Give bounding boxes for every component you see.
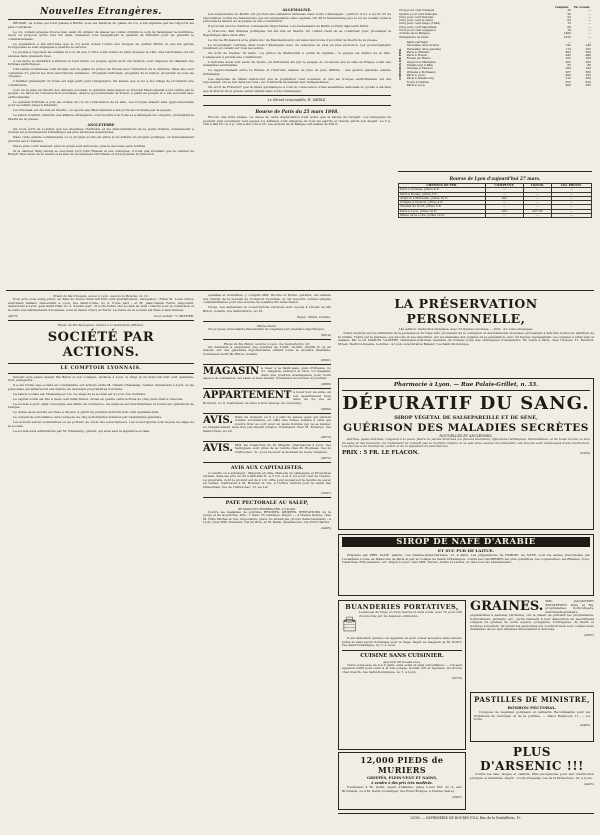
- section-header-germany: ALLEMAGNE.: [282, 7, 312, 12]
- ad-number: (4387): [584, 633, 594, 637]
- ad-number: (4579): [452, 675, 462, 680]
- study-title: Même étude.: [257, 323, 277, 328]
- table-cell: —: [524, 192, 551, 196]
- table-cell: Rouen au Havre: [406, 56, 431, 61]
- table-cell: Mines de la Loire, prime 10 fr.: [399, 214, 486, 218]
- ad-headline: GUÉRISON DES MALADIES SECRÈTES: [343, 422, 589, 434]
- table-cell: —: [485, 192, 524, 196]
- ad-number: (4597): [452, 794, 462, 799]
- divider: [8, 320, 194, 321]
- ad-text: On propose d'excellents Placements de Capitaux par première hypothèque.: [208, 326, 325, 331]
- ad-subheadline: à vendre à des prix très modérés.: [371, 781, 433, 785]
- table-cell: 145: [565, 43, 571, 48]
- table-cell: Orléans à Vierzon: [406, 66, 433, 71]
- article-paragraph: On écrit de Vienne, 16 mars : Le prince de Metternich a quitté la capitale ; le peuple est maître de la ville. L'empereur a promis une constitution.: [203, 51, 391, 59]
- table-cell: —: [551, 196, 591, 200]
- ad-headline: SIROP DE NAFÉ D'ARABIE: [342, 537, 590, 547]
- table-cell: 110: [565, 46, 571, 51]
- rentes-table: [398, 6, 592, 39]
- article-paragraph: Il prouvait encore d'autres concessions importantes. Les événements de Berlin portent déjà leurs fruits.: [208, 24, 370, 28]
- ad-subheadline: DE MAUDUIT, PHARMACIEN A CALAIS.: [237, 506, 297, 511]
- article-paragraph: Le rapprochement entre la Prusse et l'Autriche semble de plus en plus difficile ; une guerre générale semble imminente.: [203, 68, 391, 76]
- chemins-table: [406, 41, 592, 87]
- avis-ad: [203, 416, 331, 439]
- ad-headline: DÉPURATIF DU SANG.: [342, 393, 590, 414]
- table-cell: —: [551, 188, 591, 192]
- ad-text: Lessivage du linge en trois heures et sans soins, avec 75 pour 100 d'économie sur les lessives ordinaires.: [359, 610, 462, 618]
- chemins-de-fer-label: CHEMINS DE FER.: [398, 48, 402, 81]
- notice-signature: Signé : Bidon, notaire.: [296, 314, 331, 319]
- pastilles-ad: [470, 692, 594, 742]
- ad-text: Contre les rats, taupes et cafards, Pâte phosphorée pour leur destruction prompte et infaillible. Dépôt : Cours Chapelle, rue de la Préfecture, 16, à Lyon.: [470, 772, 594, 780]
- article-paragraph: Les événements de Berlin ont produit une sensation immense dans toute l'Allemagne ; partout il n'y a qu'un cri de réprobation contre les manœuvres qui ont ensanglanté cette capitale. On dit le Steinzeitung que le roi ne voulait céder à personne la liberté de la presse et une constitution.: [203, 12, 391, 23]
- table-cell: Avignon à Marseille, prime 10 fr.: [399, 196, 486, 200]
- table-cell: —: [588, 28, 591, 33]
- table-cell: 70: [567, 21, 571, 26]
- article-paragraph: Le peuple a repoussé les soldats et l'on dit que l'ordre a été donné de faire évacuer la ville. Des barricades ont été élevées dans plusieurs rues.: [8, 50, 194, 58]
- article-paragraph: Pas le plus court moment, plus de gréés sont annoncés, plus le secousse sera terrible.: [13, 143, 147, 148]
- table-cell: Versailles (rive gauche): [406, 46, 442, 51]
- notice-paragraph: La durée de la société est fixée à dix ans, à partir du premier avril mil huit cent quarante-huit.: [13, 410, 160, 414]
- imprint-text: LYON. — IMPRIMERIE DE BOURSY FILS, Rue de la Poulaillerie, 19.: [410, 816, 522, 820]
- column-header: LIQ. PROCH.: [551, 184, 591, 188]
- table-row: [399, 214, 592, 218]
- table-cell: —: [588, 8, 591, 13]
- notice-paragraph: qualifiés et domiciliés, y compris MM. Droche et Robin, gérants, ont adhéré aux statuts de la Société du Comptoir Lyonnais, et ont souscrit comme simples commanditaires pour une somme de soixante-dix mille francs.: [203, 294, 331, 304]
- germany-news-column: [203, 6, 391, 289]
- table-cell: 140: [585, 43, 591, 48]
- ad-number: (2320): [580, 451, 590, 455]
- article-paragraph: Les Polonais ont été mis en liberté ; on ajoute que Mieroslawski a été porté en triomphe par le peuple.: [13, 108, 172, 112]
- table-cell: 300: [565, 82, 571, 87]
- table-cell: Cinq pour cent et demi: [399, 18, 433, 23]
- arsenic-ad: [470, 745, 594, 807]
- ad-text: Composé de végétaux gommeux et calmants. Recommandé pour les irritations de l'estomac et de la poitrine. — Place Bellecour, 11. — La boîte.: [474, 710, 590, 721]
- table-cell: —: [568, 39, 571, 44]
- table-cell: 300: [565, 72, 571, 77]
- table-cell: 85: [567, 63, 571, 68]
- table-cell: 1025: [563, 34, 571, 39]
- ad-text: A vendre ou à échanger : Maisons en ville, Maisons de campagne et Propriétés rurales, dans les prix de 30 à 900,000 fr., à 3 1/2, 4 et 4 1/2 pour cent de revenu. La propriété, dont le produit est de 4 1/2, offre pour acquéreur la faculté de payer en rentes. S'adresser à M. Bonnier et Cie, à l'Office central pour la vente des Immeubles, rue de l'Arbre-Sec, 15, au 1er.: [203, 470, 331, 489]
- divider: [203, 462, 331, 463]
- table-cell: Paris à Orléans: [406, 49, 430, 54]
- table-cell: 80: [587, 63, 591, 68]
- ad-number: (4425): [584, 781, 594, 786]
- table-cell: 190: [585, 66, 591, 71]
- comptoir-title: LE COMPTOIR LYONNAIS.: [60, 365, 142, 371]
- table-cell: 600: [565, 49, 571, 54]
- ad-text: Préparés par PREL ISAIE, pharm., rue Grande-Saint-Germain, 12, à Paris. Les préparations de FAMINE, de NAFÉ, sont les seules préconisées par l'Académie royale de Médecine de Paris et par le Collège de Santé britannique, contre les CATARRHES les plus opiniâtres, les coqueluches, les Rhumes, Toux, Catarrhes, Enrouements, etc. Dépôt à Lyon, chez MM. Vernet, André et Lardet, et chez tous les pharmaciens.: [342, 553, 590, 564]
- divider: [203, 95, 391, 96]
- table-cell: —: [588, 18, 591, 23]
- table-cell: 250: [585, 79, 591, 84]
- table-cell: —: [588, 14, 591, 19]
- ad-subheadline: 14e édition, traduction française, avec 23 figures coloriées. — Prix : 3 f. sous enveloppe.: [398, 327, 534, 331]
- table-cell: 310: [565, 76, 571, 81]
- table-cell: —: [524, 188, 551, 192]
- divider: [203, 497, 331, 498]
- table-cell: 257.50: [524, 209, 551, 213]
- table-cell: 200: [585, 59, 591, 64]
- ad-text: Traité médical sur les infirmités de la jeunesse et de l'âge mûr, provenant de la contagion et des habitudes vicieuses qui tendent à détruire toutes les attributs de la virilité. Traité sur le mariage, ses devoirs et ses désordres, sur les maladies des organes de la génération, avec 23 figures représentant ces organes à l'état sain et malade. Par le Dr SAMUEL LA'MERT, chirurgien-praticien, membre du Collège royal des chirurgiens d'Angleterre. En vente à Paris, chez l'auteur, 37, Bedford-Street, Bedford-Square, Londres ; à Lyon, à la librairie Babeuf, rue Saint-Dominique.: [338, 331, 594, 346]
- table-cell: Actions de la Banque: [399, 31, 430, 36]
- ad-number: (4672): [321, 455, 331, 460]
- divider: [203, 105, 391, 107]
- ad-headline: Pharmacie à Lyon. — Rue Palais-Grillet, n. 33.: [393, 382, 539, 388]
- article-paragraph: Le baron d'Arnim, ministre des affaires étrangères, s'est montré à la foule et a harangué les citoyens, promettant la liberté de la presse.: [8, 113, 194, 121]
- section-header-england: ANGLETERRE: [87, 122, 115, 127]
- table-cell: Chemin du Nord, prime 5 fr.: [399, 205, 486, 209]
- ad-headline: 12,000 PIEDS de MURIERS: [360, 755, 444, 775]
- article-paragraph: Le duc de Brunswick et le grand-duc de Mecklembourg ont aussi été forcés d'accorder la liberté de la presse.: [208, 37, 378, 42]
- divider: [342, 390, 590, 391]
- bourse-lyon-table: [398, 183, 592, 218]
- table-cell: 50: [567, 11, 571, 16]
- foreign-news-column: [8, 6, 194, 289]
- ad-subheadline: GREFFÉS, PLEIN-VENT ET NAINS,: [367, 776, 437, 780]
- table-cell: —: [588, 24, 591, 29]
- table-cell: 105: [585, 46, 591, 51]
- divider: [398, 171, 592, 173]
- table-cell: 255: [485, 209, 524, 213]
- classified-ads-column: [203, 294, 331, 829]
- ad-number: (4483): [580, 723, 590, 727]
- table-cell: Quatre pour cent français: [399, 11, 437, 16]
- divider: [8, 373, 194, 374]
- ad-number: (6614): [321, 332, 331, 337]
- table-cell: —: [524, 201, 551, 205]
- table-cell: 380: [585, 69, 591, 74]
- table-cell: Trois pour cent espagnol: [399, 28, 436, 33]
- divider: [203, 388, 331, 389]
- table-cell: —: [485, 214, 524, 218]
- notice-paragraph: Notes. Les demandes de souscriptions d'actions sont reçues à l'étude de Me Bidon, notaire, rue Saint-Pierre, no 23.: [203, 305, 331, 313]
- table-cell: Trois pour cent français: [399, 8, 435, 13]
- table-cell: —: [551, 201, 591, 205]
- article-paragraph: Lors de la mise en liberté des détenus polonais, le ministre dans lequel se trouvait Mieroslawski a été traîné par le peuple. Le héros de l'insurrection polonaise, dans le gouvernement de Posen, a parlé au peuple et a été accueilli avec enthousiasme.: [8, 87, 194, 99]
- table-cell: 590: [585, 49, 591, 54]
- muriers-ad: [338, 752, 466, 810]
- table-cell: —: [485, 188, 524, 192]
- ad-subheadline: NOUVELLES ET ANCIENNES,: [439, 434, 493, 438]
- article-paragraph: Le roi, s'étant presque trouvé mal, avait dû obliger de laisser au comte d'Arnim le soin de haranguer la multitude. Alors on proposa qu'un vote fut émis. Quelques voix désignèrent le général de Prittwitz pour en prendre le commandement.: [8, 29, 194, 41]
- ad-headline: PLUS D'ARSENIC !!!: [480, 745, 584, 773]
- bourse-paris-text: Encore une forte baisse. La cause de cette dépréciation n'est autre que la rareté de l'argent. Les banquiers ne peuvent plus escompter leur papier. La défiance s'est emparée de tous les esprits et chacun garde son argent. Le 5 p. 100 a fait 55 ; le 3 p. 100 a été coté à 35. Les actions de la Banque ont baissé de 500 fr.: [203, 115, 391, 126]
- table-cell: —: [485, 205, 524, 209]
- table-cell: Orléans à Vierzon, prime 4 fr.: [399, 201, 486, 205]
- ad-headline: CUISINE SANS CUISINIER.: [360, 652, 444, 659]
- ad-text: S'adresser à M. Gerin, agent d'affaires, place Louis XVI, no 9, aux Brotteaux, ou à M. Gerin, boulanger, rue Pont-l'Évêque, à Vienne (Isère).: [342, 785, 462, 793]
- table-cell: 440: [585, 53, 591, 58]
- table-cell: —: [551, 209, 591, 213]
- article-paragraph: PRUSSE. La scène qui s'est passée à Berlin, sous les fenêtres du palais du roi, a été signalée par les rapports les plus contraires.: [8, 21, 194, 29]
- table-cell: Paris à Lyon: [406, 72, 425, 77]
- article-paragraph: Si le cabinet whig devait se succéder, lord John Russell et ses collègues, il n'est pas étonnant que le cabinet de Robert Peel tente de se mettre à la tête du mouvement réformiste et d'en prendre la direction.: [8, 148, 194, 156]
- divider: [203, 339, 331, 340]
- table-cell: —: [588, 39, 591, 44]
- legal-notices-column: [8, 294, 194, 829]
- magasin-ad: [203, 367, 331, 387]
- divider: [203, 321, 331, 322]
- table-cell: Saint-Germain: [406, 39, 428, 44]
- ad-text: Il est démontré qu'avec cet appareil on peut couler la lessive sans aucune peine et sans aucun dommage pour le linge. Dépôt au magasin de M. GOUY, rue Saint-Dominique, no 7, à Lyon.: [342, 636, 462, 647]
- ad-subheadline: SIROP VÉGÉTAL DE SALSEPAREILLE ET DE SÉNÉ,: [394, 415, 538, 421]
- notice-paragraph: Le conseil de surveillance sera composé de cinq actionnaires nommés par l'assemblée générale.: [13, 415, 163, 419]
- table-cell: 295: [585, 82, 591, 87]
- ad-headline: PATE PECTORALE AU SALEP,: [225, 499, 309, 506]
- table-cell: 18: [567, 28, 571, 33]
- preservation-ad: [338, 296, 594, 376]
- table-cell: 55: [567, 14, 571, 19]
- notice-text: D'un acte sous seing privé, en date du douze mars mil huit cent quarante-huit, enregistré : Entre M. Louis Grevy, marchand tailleur, demeurant à Lyon, rue Saint-Côme, no 4, d'une part ; et M. Jean-Claude Ferra, négociant, demeurant à Lyon, quai Saint-Clair, no 2, d'autre part ; Il a été formé une société en nom collectif pour la confection et la vente des habillements d'hommes, sous la raison Grevy et Ferra. La durée de la société est fixée à neuf années.: [8, 297, 194, 312]
- table-cell: 205: [485, 196, 524, 200]
- notice-number: (4673): [8, 313, 18, 318]
- column-header: LIQUID.: [524, 184, 551, 188]
- table-cell: 295: [585, 72, 591, 77]
- table-cell: 445: [565, 53, 571, 58]
- table-cell: 185: [565, 56, 571, 61]
- divider: [8, 19, 194, 20]
- ad-headline: BUANDERIES PORTATIVES,: [345, 603, 459, 611]
- table-cell: 1400: [563, 31, 571, 36]
- table-cell: 205: [565, 59, 571, 64]
- notice-paragraph: La raison sociale est Chassaing et Cie. Le siège de la société est à Lyon, rue Centrale.: [13, 391, 147, 396]
- horizontal-section-rule: [6, 290, 594, 291]
- bourse-paris-title: Bourse de Paris du 25 mars 1848.: [255, 110, 339, 115]
- table-cell: 65: [567, 18, 571, 23]
- table-cell: Orléans à Bordeaux: [406, 69, 436, 74]
- ad-headline: AVIS.: [203, 442, 233, 454]
- ad-text: Contre les maladies de poitrine, RHUMES, GRIPPES, IRRITATIONS de la gorge et de la poitrine. Prix : 1 franc 25 centimes. Dépôt. — A Vienne (Isère), chez M. Félix Michel et Cie, négociants, place du Grand-Jeu (Cours Saint-Germain) ; à Lyon, chez MM. Dubreuil, rue du Bois, et M. Bazin, pharmacien, rue Port-Charlet.: [203, 509, 331, 524]
- ad-text: On demande à emprunter des sommes de 5,000, 10,000, 20,000 fr. et au dessus, sur des garanties hypothécaires offrant toute la sécurité désirable. S'adresser audit Me Bidon, notaire.: [203, 344, 331, 356]
- ad-number: (4686): [321, 382, 331, 386]
- table-cell: Paris à Rouen, prime 5 fr.: [399, 192, 486, 196]
- article-paragraph: Le général Prittwitz a pris les ordres du roi de l'évacuation de la ville. Les troupes étaient bien approvisionnées pour se retirer jusqu'à Potsdam.: [8, 99, 194, 107]
- column-header: Comptant.: [554, 6, 570, 9]
- ad-number: (4684): [321, 406, 331, 411]
- table-cell: —: [588, 34, 591, 39]
- ad-headline: AVIS.: [203, 414, 233, 426]
- divider: [203, 413, 331, 414]
- notice-paragraph: La société sera administrée par M. Chassaing, gérant, qui aura seul la signature sociale.: [13, 428, 151, 433]
- table-cell: Paris à Lyon: [406, 82, 425, 87]
- avis-ad: [203, 444, 331, 460]
- ad-number: (2097): [321, 490, 331, 495]
- section-header-foreign-news: Nouvelles Étrangères.: [40, 7, 162, 17]
- ad-text: Dartres, gales rentrées, rougeurs à la peau, fleurs ou pertes blanches (ou flueurs blanches), affections rachitiques, rhumatismes, et de toute âcreté ou vice du sang et des humeurs. Ce traitement ne connaît pas le moindre régime et se suit sans aucune incommodité. Les flacons sont enveloppés d'une instruction. Les flacons sont revêtus du cachet et de la signature du pharmacien.: [342, 437, 590, 448]
- table-cell: 200: [565, 66, 571, 71]
- article-prussia: [8, 22, 194, 121]
- table-cell: 255: [565, 79, 571, 84]
- ad-headline: MAGASIN: [203, 365, 260, 377]
- table-cell: 180: [585, 56, 591, 61]
- ad-headline: AVIS AUX CAPITALISTES.: [230, 464, 304, 471]
- table-cell: Versailles (rive droite): [406, 43, 440, 48]
- table-cell: —: [551, 205, 591, 209]
- divider: [342, 650, 462, 651]
- table-cell: —: [524, 196, 551, 200]
- ad-subheadline: Appareil dit Cousin-Lieu.: [382, 659, 421, 664]
- buanderies-ad: [338, 600, 466, 750]
- price: PRIX : 5 FR. LE FLACON.: [342, 450, 420, 456]
- table-cell: —: [588, 21, 591, 26]
- washing-tub-illustration: [342, 611, 357, 637]
- ad-text: à louer tout de suite, un bel appartement bien aéré, au 2e, rue de Bourbon, no 6. S'adresser, de deux à trois heures, au concierge.: [203, 390, 331, 405]
- rentes-table-block: [398, 6, 592, 166]
- ad-headline: APPARTEMENT: [203, 390, 292, 401]
- table-cell: Paris à Strasbourg: [406, 76, 434, 81]
- article-paragraph: Le mouvement continue dans toute l'Allemagne avec un caractère de plus en plus prononcé. Les gouvernements tremblent et cèdent sur tous les points.: [203, 42, 391, 50]
- article-paragraph: On écrit de Francfort que la Diète germanique a voté la convocation d'une assemblée nationale et qu'elle a déclaré que la liberté de la presse serait établie dans toute l'Allemagne.: [203, 85, 391, 93]
- article-paragraph: A Cracovie, 400 détenus politiques ont été mis en liberté. Un comité vient de se constituer pour proclamer la République dans cette ville.: [203, 29, 391, 37]
- bourse-lyon-title: Bourse de Lyon d'aujourd'hui 27 mars.: [449, 176, 541, 181]
- divider: [203, 364, 331, 365]
- table-cell: 66: [567, 24, 571, 29]
- notice-paragraph: La société a pour objet l'escompte des effets de commerce, les avances sur marchandises et toutes les opérations de banque.: [8, 401, 194, 409]
- article-paragraph: Dans cette grande communauté où le progrès social est entré si en arrière du progrès politique, on heureusement profond est à craindre.: [8, 135, 194, 143]
- ad-subheadline: ET SUC PUR DE LAITUE.: [437, 548, 495, 553]
- column-header: CHEMINS DE FER.: [399, 184, 486, 188]
- table-cell: 387: [565, 69, 571, 74]
- table-cell: —: [524, 214, 551, 218]
- table-cell: —: [524, 205, 551, 209]
- article-paragraph: Une bande nombreuse s'est dirigée vers le palais du prince de Prusse avec l'intention de le détruire. Mais elle s'est contentée d'y placer les trois inscriptions suivantes : Propriété nationale, propriété de la nation, propriété de tous les citoyens.: [8, 67, 194, 78]
- table-row: [398, 36, 592, 39]
- column-header: Fin courant.: [573, 6, 591, 9]
- table-cell: Cinq pour cent napolitain: [399, 24, 437, 29]
- divider: [203, 441, 331, 442]
- societe-title: SOCIÉTÉ PAR ACTIONS.: [47, 329, 155, 360]
- article-paragraph: L'héritier présomptif du trône est déjà parti pour l'Angleterre. On assure que le roi a été obligé de promettre une constitution.: [8, 79, 194, 87]
- ad-text: à louer à la Saint-Jean, quai d'Orléans, no 31, magasin, entresol et cave. Ce magasin, dans une position avantageuse pour toute espèce de commerce, est vaste et bien éclairé. S'adresser au bureau du journal.: [203, 365, 331, 380]
- ad-text: Dans un moment où il y a tant de jeunes gens qui partent comme volontaires, on offre une bonne somme à celui qui voudra tirer au sort pour un jeune homme qui va se marier. Le remplacement aura lieu par-devant notaire. S'adresser chez M. Roberye, rue Saint-Côme, no 20.: [203, 414, 331, 433]
- depuratif-ad: [338, 378, 594, 530]
- ad-text: MM. les créanciers de M. Magnin, pharmacien à Lyon, rue Saint-Jean, sont priés de se rendre chez M. Roulleau, rue de l'Arbre-Sec, 31, pour recevoir le montant de leurs créances.: [234, 442, 331, 454]
- table-cell: —: [551, 214, 591, 218]
- study-title: Étude de Me Bidon, notaire à Lyon, rue Saint-Pierre, 23.: [223, 341, 311, 346]
- ad-headline: PASTILLES DE MINISTRE,: [474, 695, 590, 704]
- graines-ad: [470, 600, 594, 690]
- article-paragraph: La population a été informée que le roi avait donné l'ordre aux troupes de quitter Berlin et que les gardes bourgeoises se sont engagées à prendre le service.: [8, 41, 194, 49]
- notice-paragraph: Suivant acte passé devant Me Bidon et son collègue, notaires à Lyon, le vingt et un mars mil huit cent quarante-huit, enregistré ;: [8, 374, 194, 382]
- table-cell: Avignon à Marseille: [406, 59, 436, 64]
- ad-headline: LA PRÉSERVATION PERSONNELLE,: [394, 296, 538, 326]
- table-cell: Strasbourg à Bâle: [406, 63, 434, 68]
- table-cell: Cinq pour cent belge (1842): [399, 21, 441, 26]
- article-paragraph: On nous écrit de Londres que les meetings chartistes et les démonstrations de la Jeune Irlande commencent à donner au gouvernement britannique les plus sérieuses inquiétudes.: [8, 126, 194, 134]
- notice-paragraph: Le capital social est fixé à deux cent mille francs, divisé en quatre cents actions de cinq cents francs chacune.: [13, 396, 184, 401]
- table-cell: 45: [567, 8, 571, 13]
- divider: [8, 363, 194, 364]
- bourse-lyon-block: [398, 168, 592, 288]
- article-paragraph: A ces mots, le ministère a attendu et s'est retiré. Le peuple, après avoir été rassuré, s'est dispersé en chantant des hymnes patriotiques.: [8, 58, 194, 66]
- appartement-ad: [203, 391, 331, 411]
- gerant-signature: Le Gérant responsable, H. MERLE.: [267, 98, 327, 102]
- ad-subheadline: BONBON PECTORAL.: [507, 705, 557, 710]
- table-row: [406, 84, 592, 87]
- printer-imprint: [338, 813, 594, 828]
- table-cell: Tours à Nantes: [406, 79, 429, 84]
- table-cell: —: [485, 201, 524, 205]
- table-cell: Paris à Lyon, prime 10 fr.: [399, 209, 486, 213]
- notice-paragraph: Les actions seront nominatives ou au porteur, au choix des souscripteurs. Les souscriptions sont reçues au siège de la société.: [8, 420, 194, 428]
- ad-text: MM. JACQUEMET BONNEFONT frère et fils, propriétaires, horticulteurs, marchands-grainiers, pépiniéristes à Annonay (Ardèche), ont le plaisir de prévenir les propriétaires, horticulteurs, fermiers, etc., qu'ils tiennent à leur disposition un assortiment complet de graines de toute espèce, potagères, fourragères, de fleurs et d'arbres forestiers. Ils prient les personnes qui voudront bien leur confier leurs demandes de les leur adresser directement à Annonay.: [470, 600, 594, 631]
- ad-number: (4405): [321, 526, 331, 530]
- table-cell: —: [551, 192, 591, 196]
- table-cell: Paris à Rouen: [406, 53, 427, 58]
- ad-headline: GRAINES.: [470, 600, 544, 614]
- table-cell: —: [588, 11, 591, 16]
- table-cell: Obligations de Paris: [399, 34, 429, 39]
- table-cell: —: [588, 31, 591, 36]
- nafe-ad: [338, 534, 594, 596]
- article-paragraph: L'Autriche aussi doit avoir, du moins, un Parlement élu par le peuple, et on assure que la ville de Prague a fait des demandes semblables.: [203, 59, 391, 67]
- table-cell: 300: [585, 76, 591, 81]
- ad-number: (4673): [321, 434, 331, 439]
- notice-paragraph: Il a été formé une société en commandite sur actions entre M. Claude Chassaing, rentier, demeurant à Lyon, et les personnes qui adhéreront aux statuts en devenant propriétaires d'actions.: [8, 383, 194, 391]
- notice-signature: Pour extrait : V. GRATIER.: [154, 313, 194, 318]
- table-cell: Cinq pour cent français: [399, 14, 434, 19]
- ad-text: Cuire composée de 4 à 5 plats, sans soins et sans surveillance. — Un seul appareil suffit pour cuire à la fois potage, bouilli, rôti et légumes. Se trouve chez Guerin, rue Saint-Dominique, no 7, à Lyon.: [342, 662, 462, 674]
- column-header: COMPTANT.: [485, 184, 524, 188]
- notice-study-title: Étude de Me Bourgeois, notaire à la Guillotière (Rhône).: [57, 322, 145, 327]
- article-paragraph: Les dépêches de Milan annoncent que la population s'est soulevée et que les troupes autrichiennes ont été repoussées. On se bat dans les rues ; les Lombards réclament leur indépendance.: [203, 76, 391, 84]
- table-cell: Paris à Orléans, prime 4 fr.: [399, 188, 486, 192]
- ad-number: (6601): [321, 357, 331, 362]
- notice-study-title: Étude de Me Chapuis, avoué à Lyon, quai de la Baleine, no 10.: [53, 294, 149, 298]
